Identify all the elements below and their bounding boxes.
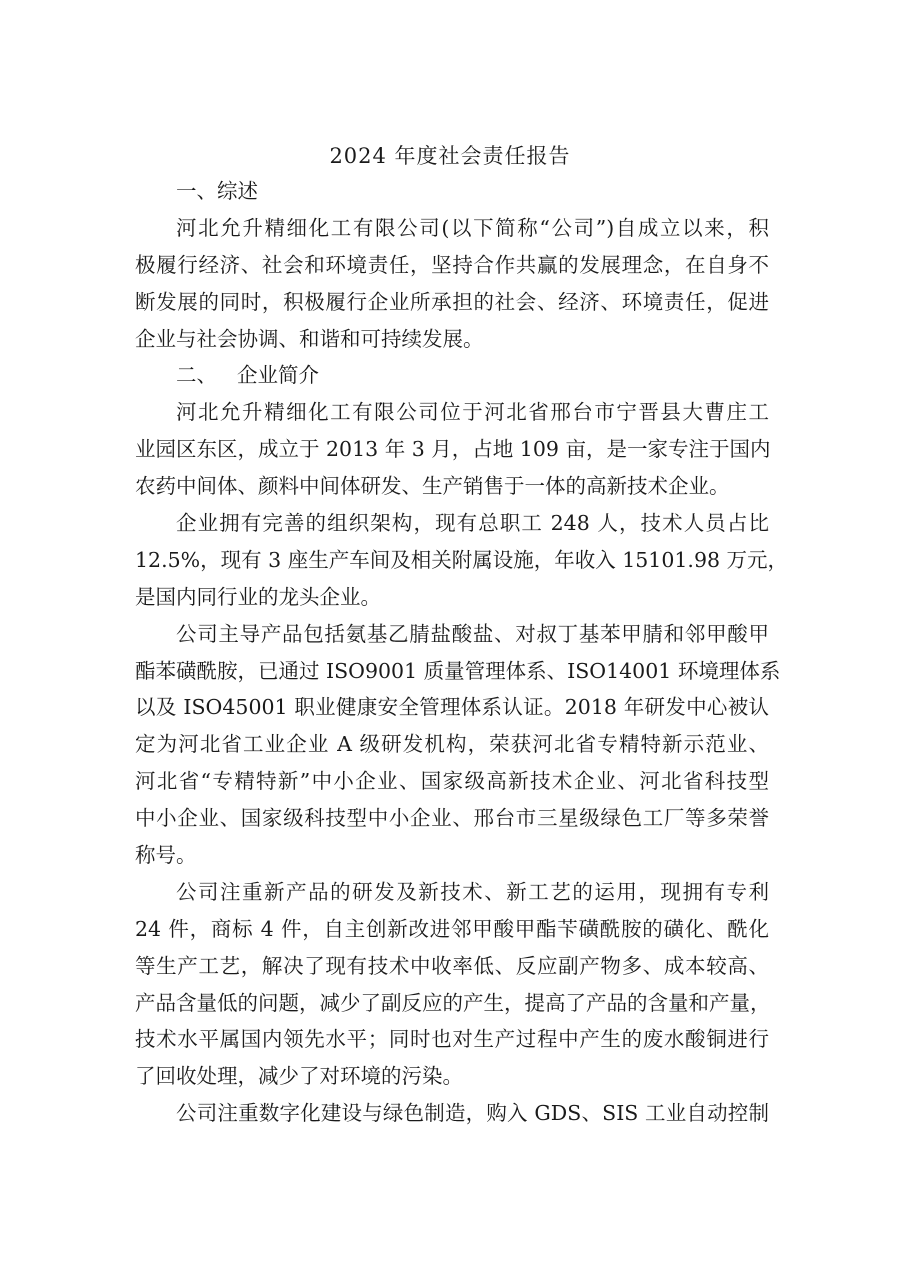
paragraph-line: 以及 ISO45001 职业健康安全管理体系认证。2018 年研发中心被认: [135, 695, 769, 720]
paragraph-line: 称号。: [135, 843, 197, 868]
paragraph-line: 中小企业、国家级科技型中小企业、邢台市三星级绿色工厂等多荣誉: [135, 806, 769, 831]
paragraph-line: 是国内同行业的龙头企业。: [135, 584, 381, 609]
paragraph-line: 河北允升精细化工有限公司位于河北省邢台市宁晋县大曹庄工: [176, 400, 769, 425]
section-heading-text: 企业简介: [237, 363, 319, 388]
paragraph-line: 24 件，商标 4 件，自主创新改进邻甲酸甲酯苄磺酰胺的磺化、酰化: [135, 916, 769, 941]
paragraph-line: 农药中间体、颜料中间体研发、生产销售于一体的高新技术企业。: [135, 474, 730, 499]
paragraph-line: 业园区东区，成立于 2013 年 3 月，占地 109 亩，是一家专注于国内: [135, 437, 771, 462]
document-body: [135, 173, 789, 1132]
document-title: 2024 年度社会责任报告: [329, 144, 571, 168]
paragraph-line: 企业与社会协调、和谐和可持续发展。: [135, 326, 484, 351]
paragraph-line: 定为河北省工业企业 A 级研发机构，荣获河北省专精特新示范业、: [135, 732, 769, 757]
section-heading-company-profile: [135, 357, 769, 394]
paragraph-line: 技术水平属国内领先水平；同时也对生产过程中产生的废水酸铜进行: [135, 1027, 769, 1052]
paragraph-line: 公司注重新产品的研发及新技术、新工艺的运用，现拥有专利: [176, 879, 769, 904]
paragraph-line: 酯苯磺酰胺，已通过 ISO9001 质量管理体系、ISO14001 环境理体系: [135, 658, 781, 683]
paragraph-line: 12.5%，现有 3 座生产车间及相关附属设施，年收入 15101.98 万元，: [135, 547, 789, 572]
paragraph-line: 极履行经济、社会和环境责任，坚持合作共赢的发展理念，在自身不: [135, 252, 769, 277]
paragraph-line: 公司主导产品包括氨基乙腈盐酸盐、对叔丁基苯甲腈和邻甲酸甲: [176, 621, 769, 646]
section-heading-number: 二、: [176, 363, 217, 388]
paragraph-line: 等生产工艺，解决了现有技术中收率低、反应副产物多、成本较高、: [135, 953, 769, 978]
section-heading-overview: 一、综述: [176, 179, 258, 203]
paragraph-line: 河北允升精细化工有限公司(以下简称“公司”)自成立以来，积: [176, 215, 769, 240]
paragraph-line: 产品含量低的问题，减少了副反应的产生，提高了产品的含量和产量，: [135, 990, 771, 1015]
paragraph-line: 河北省“专精特新”中小企业、国家级高新技术企业、河北省科技型: [135, 769, 769, 794]
paragraph-line: 断发展的同时，积极履行企业所承担的社会、经济、环境责任，促进: [135, 289, 769, 314]
paragraph-line: 了回收处理，减少了对环境的污染。: [135, 1064, 463, 1089]
paragraph-line: 公司注重数字化建设与绿色制造，购入 GDS、SIS 工业自动控制: [176, 1101, 769, 1126]
paragraph-line: 企业拥有完善的组织架构，现有总职工 248 人，技术人员占比: [176, 511, 769, 536]
